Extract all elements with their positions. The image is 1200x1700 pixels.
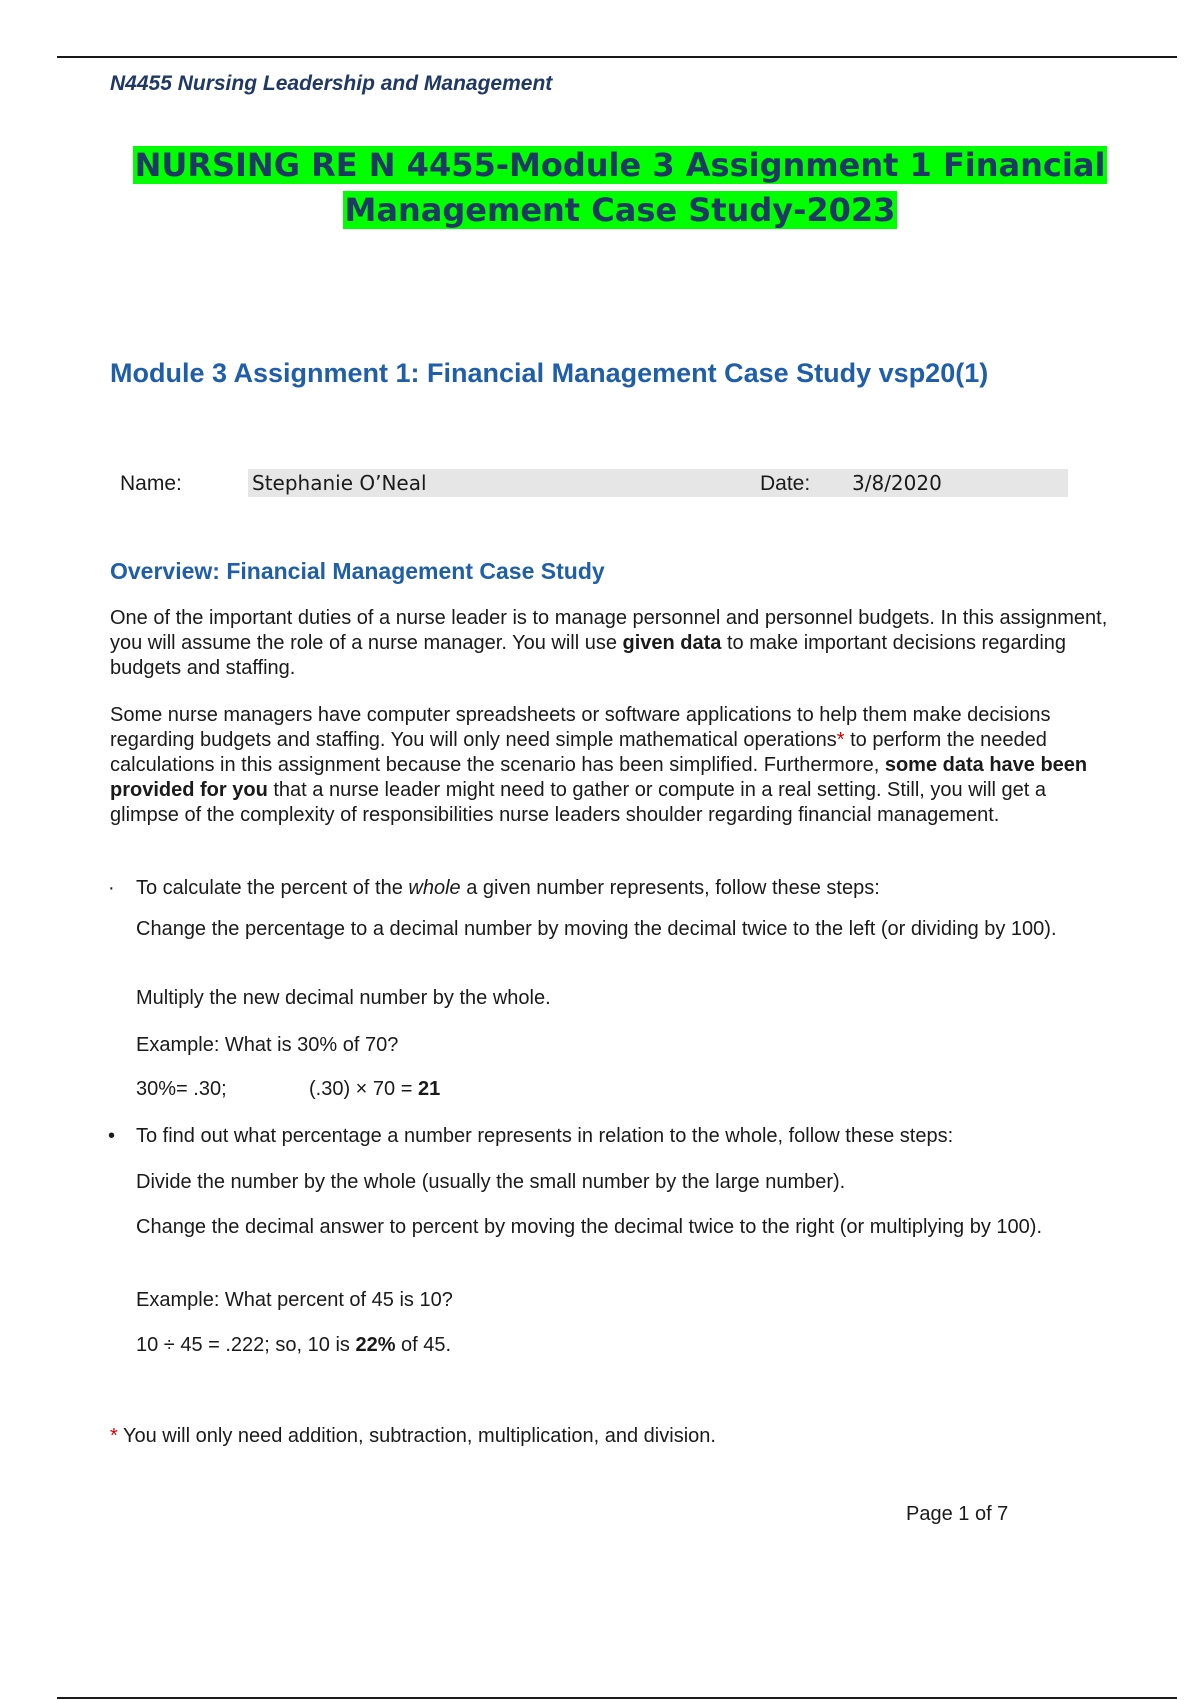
name-value[interactable]: Stephanie O’Neal [248, 469, 880, 497]
p2-bold: some data have been provided for you [110, 754, 1088, 801]
document-title [100, 143, 1140, 233]
name-field [120, 469, 740, 497]
assignment-subtitle: Module 3 Assignment 1: Financial Management Case Study vsp20(1) [110, 358, 989, 388]
bullet-2: • [108, 1125, 116, 1147]
overview-heading: Overview: Financial Management Case Study [110, 558, 605, 584]
bullet-1: · [108, 877, 115, 899]
section1-step-2: Multiply the new decimal number by the whole. [136, 987, 551, 1009]
s1-intro-b: a given number represents, follow these steps: [460, 877, 880, 899]
section1-calc [136, 1077, 1116, 1102]
s1-calc-result: 21 [417, 1078, 441, 1100]
p1-text-a: One of the important duties of a nurse leader is to manage personnel and personnel budgets. In this assignment, you will assume the role of a nurse manager. You will use [110, 607, 1108, 654]
section2-calc [136, 1333, 1116, 1358]
section2-step-2: Change the decimal answer to percent by moving the decimal twice to the right (or multiplying by 100). [136, 1216, 1043, 1238]
title-line-1: NURSING RE N 4455-Module 3 Assignment 1 Financial [134, 146, 1106, 184]
s2-calc-b: of 45. [395, 1334, 452, 1356]
overview-paragraph-1 [110, 606, 1120, 681]
footnote [110, 1424, 1120, 1449]
top-rule [57, 56, 1177, 58]
footnote-text: You will only need addition, subtraction, multiplication, and division. [117, 1425, 716, 1447]
section1-intro [136, 876, 1116, 901]
date-label: Date: [760, 472, 811, 495]
s2-calc-result: 22% [355, 1334, 396, 1356]
s2-calc-a: 10 ÷ 45 = .222; so, 10 is [136, 1334, 356, 1356]
overview-paragraph-2 [110, 703, 1120, 828]
p2-text-d: that a nurse leader might need to gather or compute in a real setting. Still, you will get a glimpse of the complexity of responsibilities nurse leaders shoulder regarding financial management. [110, 779, 1047, 826]
s1-calc-a: 30%= .30; [136, 1078, 227, 1100]
s1-calc-b: (.30) × 70 = [309, 1078, 418, 1100]
date-field [760, 469, 1070, 497]
date-value[interactable]: 3/8/2020 [848, 469, 1068, 497]
bottom-rule [57, 1697, 1177, 1699]
p2-text-b: to perform the needed calculations in this assignment because the scenario has been simplified. Furthermore, [110, 729, 1047, 776]
section2-intro: To find out what percentage a number represents in relation to the whole, follow these steps: [136, 1125, 954, 1147]
title-line-2: Management Case Study-2023 [344, 191, 896, 229]
s1-intro-a: To calculate the percent of the [136, 877, 409, 899]
section2-step-1: Divide the number by the whole (usually the small number by the large number). [136, 1171, 846, 1193]
p1-bold: given data [622, 632, 722, 654]
section1-step-1: Change the percentage to a decimal number by moving the decimal twice to the left (or dividing by 100). [136, 918, 1057, 940]
page-number: Page 1 of 7 [906, 1503, 1009, 1525]
p2-asterisk: * [836, 729, 845, 751]
s1-intro-em: whole [408, 877, 461, 899]
section1-example: Example: What is 30% of 70? [136, 1034, 399, 1056]
p2-text-a: Some nurse managers have computer spreadsheets or software applications to help them make decisions regarding budgets and staffing. You will only need simple mathematical operations [110, 704, 1051, 751]
course-header: N4455 Nursing Leadership and Management [110, 72, 553, 95]
footnote-asterisk: * [110, 1425, 118, 1447]
name-label: Name: [120, 472, 182, 495]
p1-text-c: to make important decisions regarding budgets and staffing. [110, 632, 1067, 679]
section2-example: Example: What percent of 45 is 10? [136, 1289, 453, 1311]
